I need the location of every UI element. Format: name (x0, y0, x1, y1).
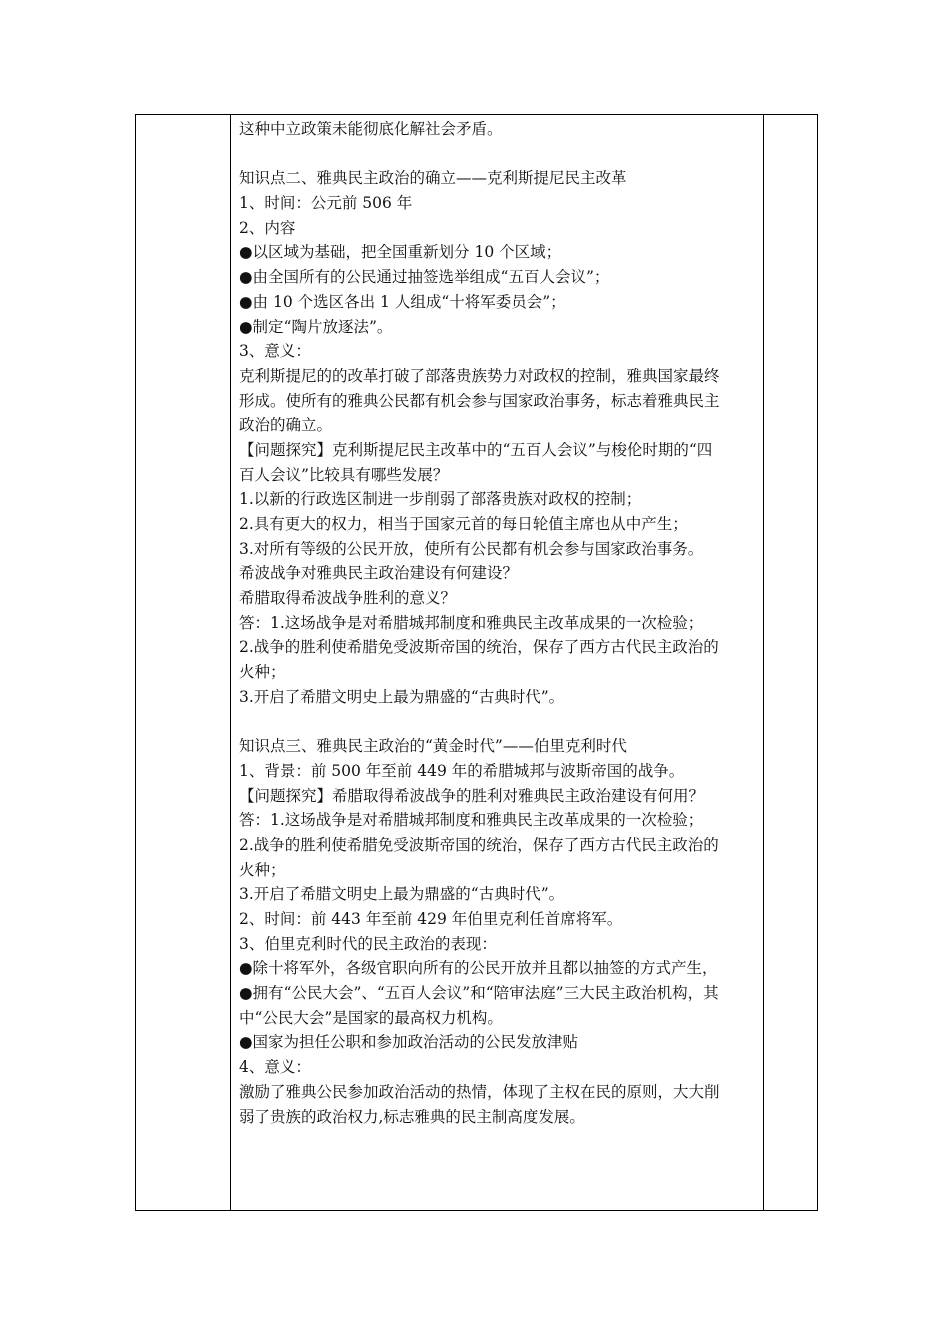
text-line: 1、背景：前 500 年至前 449 年的希腊城邦与波斯帝国的战争。 (239, 761, 685, 780)
text-line: 激励了雅典公民参加政治活动的热情，体现了主权在民的原则，大大削 (239, 1082, 720, 1101)
text-line: 2、时间：前 443 年至前 429 年伯里克利任首席将军。 (239, 910, 623, 928)
right-column-divider (763, 115, 764, 1210)
text-line: 2、内容 (239, 218, 296, 237)
text-line: 答：1.这场战争是对希腊城邦制度和雅典民主改革成果的一次检验； (239, 811, 704, 830)
text-line: ●拥有“公民大会”、“五百人会议”和“陪审法庭”三大民主政治机构，其 (239, 984, 719, 1003)
text-line: 2.战争的胜利使希腊免受波斯帝国的统治，保存了西方古代民主政治的 (239, 835, 719, 854)
text-line: 这种中立政策未能彻底化解社会矛盾。 (239, 120, 503, 138)
text-line: 百人会议”比较具有哪些发展？ (239, 465, 449, 484)
text-line: 政治的确立。 (239, 416, 333, 435)
text-line: 3、伯里克利时代的民主政治的表现： (239, 934, 497, 953)
text-line: 1.以新的行政选区制进一步削弱了部落贵族对政权的控制； (239, 490, 642, 509)
text-line: 【问题探究】克利斯提尼民主改革中的“五百人会议”与梭伦时期的“四 (239, 440, 713, 459)
text-line: 希腊取得希波战争胜利的意义？ (239, 589, 457, 608)
text-line: 中“公民大会”是国家的最高权力机构。 (239, 1008, 503, 1027)
left-column-divider (230, 115, 231, 1210)
text-line: 形成。使所有的雅典公民都有机会参与国家政治事务，标志着雅典民主 (239, 391, 720, 410)
text-line: 3.对所有等级的公民开放，使所有公民都有机会参与国家政治事务。 (239, 539, 704, 558)
text-line: 知识点三、雅典民主政治的“黄金时代”——伯里克利时代 (239, 737, 627, 756)
text-line: 1、时间：公元前 506 年 (239, 194, 413, 213)
text-line: 2.战争的胜利使希腊免受波斯帝国的统治，保存了西方古代民主政治的 (239, 638, 719, 657)
text-line: 3.开启了希腊文明史上最为鼎盛的“古典时代”。 (239, 885, 565, 904)
text-line: ●制定“陶片放逐法”。 (239, 317, 393, 336)
text-line: 弱了贵族的政治权力,标志雅典的民主制高度发展。 (239, 1107, 585, 1126)
text-line: ●以区域为基础，把全国重新划分 10 个区域； (239, 243, 562, 262)
text-line: ●由全国所有的公民通过抽签选举组成“五百人会议”； (239, 268, 610, 287)
text-line: 2.具有更大的权力，相当于国家元首的每日轮值主席也从中产生； (239, 515, 688, 533)
text-line: 火种； (239, 860, 286, 879)
text-line: ●国家为担任公职和参加政治活动的公民发放津贴 (239, 1033, 579, 1052)
text-line: 4、意义： (239, 1058, 311, 1077)
main-text-cell (239, 117, 759, 1129)
text-line: 答：1.这场战争是对希腊城邦制度和雅典民主改革成果的一次检验； (239, 613, 704, 632)
text-line: 火种； (239, 663, 286, 682)
text-line: 3.开启了希腊文明史上最为鼎盛的“古典时代”。 (239, 687, 565, 706)
blank-line (239, 142, 759, 167)
text-line: 3、意义： (239, 342, 311, 361)
text-line: ●除十将军外，各级官职向所有的公民开放并且都以抽签的方式产生， (239, 959, 718, 978)
blank-line (239, 710, 759, 735)
text-line: 克利斯提尼的的改革打破了部落贵族势力对政权的控制，雅典国家最终 (239, 366, 720, 385)
text-line: 【问题探究】希腊取得希波战争的胜利对雅典民主政治建设有何用？ (239, 786, 705, 805)
text-line: 知识点二、雅典民主政治的确立——克利斯提尼民主改革 (239, 169, 627, 188)
text-line: 希波战争对雅典民主政治建设有何建设？ (239, 564, 519, 583)
text-line: ●由 10 个选区各出 1 人组成“十将军委员会”； (239, 292, 566, 311)
